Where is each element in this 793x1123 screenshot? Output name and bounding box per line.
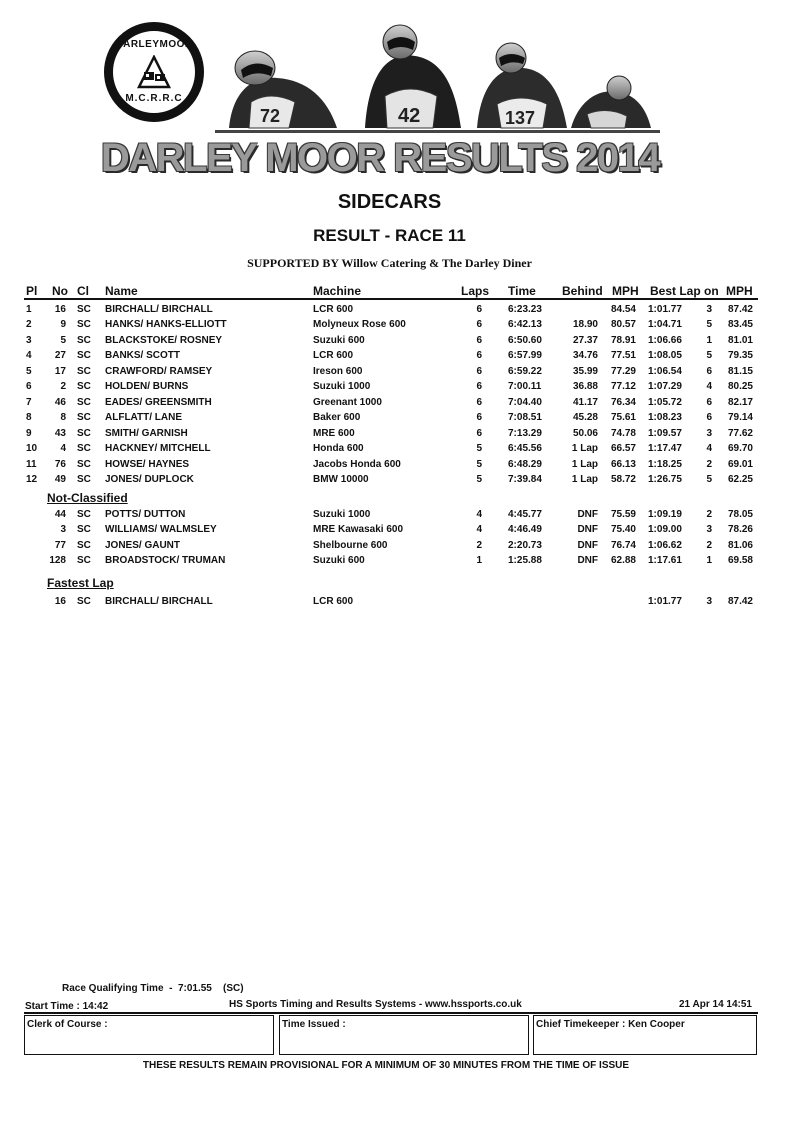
cell-laps: 6 <box>476 304 482 315</box>
cell-no: 5 <box>60 335 66 346</box>
not-classified-row <box>24 524 758 539</box>
table-row <box>24 397 758 412</box>
cell-on: 5 <box>706 474 712 485</box>
table-row <box>24 304 758 319</box>
cell-pl: 4 <box>26 350 32 361</box>
rider-number-42: 42 <box>398 105 421 127</box>
cell-laps: 6 <box>476 381 482 392</box>
cell-on: 6 <box>706 412 712 423</box>
col-header-no: No <box>52 284 68 298</box>
cell-name: WILLIAMS/ WALMSLEY <box>105 524 217 535</box>
cell-mph: 77.51 <box>610 350 636 361</box>
header-banner <box>100 18 660 183</box>
table-row <box>24 443 758 458</box>
cell-on: 2 <box>706 459 712 470</box>
sponsor-line: SUPPORTED BY Willow Catering & The Darley Diner <box>247 256 532 270</box>
rider-number-72: 72 <box>260 106 281 126</box>
cell-no: 128 <box>49 555 66 566</box>
not-classified-row <box>24 555 758 570</box>
cell-best-lap: 1:01.77 <box>648 596 682 607</box>
provisional-notice: THESE RESULTS REMAIN PROVISIONAL FOR A MINIMUM OF 30 MINUTES FROM THE TIME OF ISSUE <box>142 1060 630 1071</box>
cell-machine: Suzuki 600 <box>313 555 365 566</box>
cell-best-lap: 1:05.72 <box>648 397 682 408</box>
cell-laps: 6 <box>476 350 482 361</box>
cell-laps: 5 <box>476 459 482 470</box>
cell-laps: 4 <box>476 524 482 535</box>
cell-cl: SC <box>77 596 91 607</box>
cell-best-mph: 81.15 <box>727 366 753 377</box>
cell-cl: SC <box>77 366 91 377</box>
cell-pl: 5 <box>26 366 32 377</box>
chief-timekeeper-box <box>533 1015 757 1055</box>
cell-best-mph: 69.58 <box>727 555 753 566</box>
cell-pl: 9 <box>26 428 32 439</box>
cell-time: 7:13.29 <box>508 428 542 439</box>
cell-name: EADES/ GREENSMITH <box>105 397 212 408</box>
cell-cl: SC <box>77 350 91 361</box>
cell-behind: 18.90 <box>572 319 598 330</box>
cell-best-mph: 80.25 <box>727 381 753 392</box>
not-classified-heading: Not-Classified <box>47 491 128 505</box>
cell-behind: 36.88 <box>572 381 598 392</box>
cell-on: 2 <box>706 540 712 551</box>
clerk-of-course-box <box>24 1015 274 1055</box>
cell-machine: Suzuki 1000 <box>313 381 371 392</box>
table-row <box>24 335 758 350</box>
cell-cl: SC <box>77 443 91 454</box>
cell-best-mph: 69.70 <box>727 443 753 454</box>
cell-best-mph: 81.01 <box>727 335 753 346</box>
col-header-pl: Pl <box>26 284 38 298</box>
cell-time: 2:20.73 <box>508 540 542 551</box>
chief-timekeeper-label: Chief Timekeeper : Ken Cooper <box>536 1019 685 1030</box>
cell-behind: 1 Lap <box>571 474 598 485</box>
cell-pl: 7 <box>26 397 32 408</box>
cell-best-mph: 69.01 <box>727 459 753 470</box>
cell-no: 76 <box>54 459 66 470</box>
club-logo <box>104 22 204 122</box>
table-row <box>24 412 758 427</box>
cell-name: HOWSE/ HAYNES <box>105 459 190 470</box>
cell-machine: MRE Kawasaki 600 <box>313 524 404 535</box>
cell-mph: 66.57 <box>610 443 636 454</box>
cell-machine: Molyneux Rose 600 <box>313 319 406 330</box>
cell-machine: LCR 600 <box>313 596 354 607</box>
cell-cl: SC <box>77 428 91 439</box>
cell-cl: SC <box>77 381 91 392</box>
qualifying-time: Race Qualifying Time - 7:01.55 (SC) <box>62 983 244 994</box>
cell-cl: SC <box>77 540 91 551</box>
cell-no: 16 <box>54 596 66 607</box>
logo-bottom-text: M.C.R.R.C <box>125 93 183 104</box>
cell-mph: 66.13 <box>610 459 636 470</box>
cell-no: 3 <box>60 524 66 535</box>
cell-behind: 35.99 <box>572 366 598 377</box>
cell-time: 4:46.49 <box>508 524 542 535</box>
cell-cl: SC <box>77 319 91 330</box>
cell-best-lap: 1:04.71 <box>648 319 682 330</box>
fastest-lap-heading: Fastest Lap <box>47 576 114 590</box>
timing-system-credit: HS Sports Timing and Results Systems - www.hssports.co.uk <box>229 999 522 1010</box>
table-row <box>24 459 758 474</box>
cell-mph: 78.91 <box>610 335 636 346</box>
cell-pl: 2 <box>26 319 32 330</box>
time-issued-box <box>279 1015 529 1055</box>
col-header-on: on <box>704 284 719 298</box>
cell-laps: 6 <box>476 335 482 346</box>
cell-machine: Greenant 1000 <box>313 397 382 408</box>
cell-on: 1 <box>706 555 712 566</box>
not-classified-row <box>24 540 758 555</box>
cell-behind: DNF <box>577 555 598 566</box>
cell-mph: 75.40 <box>610 524 636 535</box>
cell-name: BANKS/ SCOTT <box>105 350 180 361</box>
cell-name: JONES/ DUPLOCK <box>105 474 194 485</box>
cell-best-mph: 81.06 <box>727 540 753 551</box>
cell-time: 6:59.22 <box>508 366 542 377</box>
clerk-of-course-label: Clerk of Course : <box>27 1019 108 1030</box>
cell-no: 49 <box>54 474 66 485</box>
cell-on: 2 <box>706 509 712 520</box>
cell-mph: 77.29 <box>610 366 636 377</box>
cell-pl: 8 <box>26 412 32 423</box>
time-issued-label: Time Issued : <box>282 1019 346 1030</box>
cell-behind: DNF <box>577 509 598 520</box>
cell-mph: 75.61 <box>610 412 636 423</box>
cell-best-lap: 1:06.66 <box>648 335 682 346</box>
cell-best-mph: 77.62 <box>727 428 753 439</box>
race-title: RESULT - RACE 11 <box>313 226 466 245</box>
cell-laps: 2 <box>476 540 482 551</box>
cell-no: 4 <box>60 443 66 454</box>
cell-time: 6:42.13 <box>508 319 542 330</box>
cell-best-mph: 79.14 <box>727 412 753 423</box>
table-row <box>24 474 758 489</box>
cell-mph: 74.78 <box>610 428 636 439</box>
footer-info-line <box>24 997 758 1014</box>
riders-illustration <box>215 18 660 133</box>
col-header-name: Name <box>105 284 138 298</box>
cell-name: BIRCHALL/ BIRCHALL <box>105 596 213 607</box>
cell-mph: 58.72 <box>610 474 636 485</box>
col-header-behind: Behind <box>562 284 603 298</box>
cell-machine: Honda 600 <box>313 443 364 454</box>
cell-machine: MRE 600 <box>313 428 355 439</box>
cell-mph: 80.57 <box>610 319 636 330</box>
cell-on: 1 <box>706 335 712 346</box>
cell-best-lap: 1:01.77 <box>648 304 682 315</box>
cell-best-mph: 83.45 <box>727 319 753 330</box>
cell-best-mph: 82.17 <box>727 397 753 408</box>
cell-behind: 27.37 <box>572 335 598 346</box>
cell-mph: 75.59 <box>610 509 636 520</box>
cell-cl: SC <box>77 412 91 423</box>
cell-name: SMITH/ GARNISH <box>105 428 188 439</box>
cell-time: 7:00.11 <box>508 381 542 392</box>
cell-laps: 5 <box>476 443 482 454</box>
cell-laps: 6 <box>476 319 482 330</box>
table-row <box>24 381 758 396</box>
cell-machine: Shelbourne 600 <box>313 540 388 551</box>
logo-top-text: DARLEYMOOR <box>115 39 193 50</box>
cell-cl: SC <box>77 459 91 470</box>
cell-name: HANKS/ HANKS-ELLIOTT <box>105 319 227 330</box>
cell-machine: BMW 10000 <box>313 474 369 485</box>
cell-pl: 1 <box>26 304 32 315</box>
cell-cl: SC <box>77 509 91 520</box>
not-classified-row <box>24 509 758 524</box>
cell-no: 46 <box>54 397 66 408</box>
cell-cl: SC <box>77 304 91 315</box>
cell-no: 27 <box>54 350 66 361</box>
cell-machine: Suzuki 1000 <box>313 509 371 520</box>
table-row <box>24 366 758 381</box>
cell-best-mph: 87.42 <box>727 304 753 315</box>
cell-cl: SC <box>77 397 91 408</box>
cell-no: 2 <box>60 381 66 392</box>
cell-on: 3 <box>706 596 712 607</box>
cell-cl: SC <box>77 555 91 566</box>
cell-laps: 4 <box>476 509 482 520</box>
cell-laps: 1 <box>476 555 482 566</box>
cell-on: 3 <box>706 524 712 535</box>
cell-pl: 11 <box>26 459 37 470</box>
col-header-best-lap: Best Lap <box>650 284 701 298</box>
cell-name: BLACKSTOKE/ ROSNEY <box>105 335 223 346</box>
cell-laps: 5 <box>476 474 482 485</box>
cell-best-mph: 62.25 <box>727 474 753 485</box>
cell-best-lap: 1:07.29 <box>648 381 682 392</box>
cell-behind: 1 Lap <box>571 459 598 470</box>
cell-on: 3 <box>706 304 712 315</box>
chequered-flags-icon <box>135 55 173 89</box>
cell-name: BIRCHALL/ BIRCHALL <box>105 304 213 315</box>
cell-best-lap: 1:08.05 <box>648 350 682 361</box>
cell-cl: SC <box>77 524 91 535</box>
cell-mph: 84.54 <box>610 304 636 315</box>
cell-time: 7:04.40 <box>508 397 542 408</box>
cell-no: 9 <box>60 319 66 330</box>
cell-on: 6 <box>706 397 712 408</box>
cell-cl: SC <box>77 474 91 485</box>
start-time: Start Time : 14:42 <box>25 1001 109 1012</box>
cell-laps: 6 <box>476 412 482 423</box>
cell-mph: 76.74 <box>610 540 636 551</box>
fastest-lap-row <box>24 596 758 611</box>
cell-best-lap: 1:17.47 <box>648 443 682 454</box>
cell-time: 6:45.56 <box>508 443 542 454</box>
cell-time: 6:50.60 <box>508 335 542 346</box>
cell-no: 17 <box>54 366 66 377</box>
col-header-best-mph: MPH <box>726 284 753 298</box>
issue-date: 21 Apr 14 14:51 <box>678 999 752 1010</box>
cell-name: POTTS/ DUTTON <box>105 509 186 520</box>
cell-on: 4 <box>706 381 712 392</box>
cell-name: HACKNEY/ MITCHELL <box>105 443 211 454</box>
cell-no: 43 <box>54 428 66 439</box>
cell-behind: 45.28 <box>572 412 598 423</box>
col-header-mph: MPH <box>612 284 639 298</box>
cell-pl: 10 <box>26 443 38 454</box>
cell-best-lap: 1:06.54 <box>648 366 682 377</box>
cell-mph: 62.88 <box>610 555 636 566</box>
cell-name: HOLDEN/ BURNS <box>105 381 189 392</box>
col-header-laps: Laps <box>461 284 490 298</box>
cell-behind: DNF <box>577 524 598 535</box>
cell-on: 5 <box>706 319 712 330</box>
col-header-cl: Cl <box>77 284 89 298</box>
cell-no: 77 <box>54 540 66 551</box>
cell-on: 3 <box>706 428 712 439</box>
cell-best-lap: 1:18.25 <box>648 459 682 470</box>
results-table-header <box>24 283 758 300</box>
cell-best-mph: 78.26 <box>727 524 753 535</box>
cell-behind: 34.76 <box>572 350 598 361</box>
cell-pl: 12 <box>26 474 38 485</box>
cell-time: 6:48.29 <box>508 459 542 470</box>
cell-laps: 6 <box>476 428 482 439</box>
cell-no: 8 <box>60 412 66 423</box>
cell-mph: 77.12 <box>610 381 636 392</box>
cell-no: 16 <box>54 304 66 315</box>
cell-mph: 76.34 <box>610 397 636 408</box>
cell-best-lap: 1:09.00 <box>648 524 682 535</box>
col-header-time: Time <box>508 284 536 298</box>
cell-name: BROADSTOCK/ TRUMAN <box>105 555 226 566</box>
cell-cl: SC <box>77 335 91 346</box>
cell-machine: Ireson 600 <box>313 366 363 377</box>
cell-best-lap: 1:06.62 <box>648 540 682 551</box>
cell-pl: 3 <box>26 335 32 346</box>
banner-title: DARLEY MOOR RESULTS 2014 <box>100 136 660 180</box>
cell-behind: 41.17 <box>572 397 598 408</box>
cell-time: 4:45.77 <box>508 509 542 520</box>
cell-best-lap: 1:26.75 <box>648 474 682 485</box>
table-row <box>24 319 758 334</box>
cell-best-lap: 1:09.19 <box>648 509 682 520</box>
cell-laps: 6 <box>476 366 482 377</box>
table-row <box>24 350 758 365</box>
cell-time: 1:25.88 <box>508 555 542 566</box>
cell-time: 7:08.51 <box>508 412 542 423</box>
cell-machine: Suzuki 600 <box>313 335 365 346</box>
table-row <box>24 428 758 443</box>
cell-best-mph: 79.35 <box>727 350 753 361</box>
rider-number-137: 137 <box>505 108 536 128</box>
cell-time: 6:23.23 <box>508 304 542 315</box>
cell-time: 6:57.99 <box>508 350 542 361</box>
cell-name: CRAWFORD/ RAMSEY <box>105 366 213 377</box>
cell-laps: 6 <box>476 397 482 408</box>
cell-behind: 50.06 <box>572 428 598 439</box>
cell-no: 44 <box>54 509 66 520</box>
cell-on: 5 <box>706 350 712 361</box>
cell-machine: LCR 600 <box>313 304 354 315</box>
cell-on: 4 <box>706 443 712 454</box>
cell-behind: 1 Lap <box>571 443 598 454</box>
cell-pl: 6 <box>26 381 32 392</box>
cell-name: ALFLATT/ LANE <box>105 412 183 423</box>
cell-time: 7:39.84 <box>508 474 542 485</box>
cell-machine: LCR 600 <box>313 350 354 361</box>
cell-best-lap: 1:09.57 <box>648 428 682 439</box>
cell-best-mph: 87.42 <box>727 596 753 607</box>
col-header-machine: Machine <box>313 284 362 298</box>
cell-name: JONES/ GAUNT <box>105 540 181 551</box>
cell-best-mph: 78.05 <box>727 509 753 520</box>
cell-best-lap: 1:08.23 <box>648 412 682 423</box>
cell-on: 6 <box>706 366 712 377</box>
cell-machine: Jacobs Honda 600 <box>313 459 401 470</box>
cell-best-lap: 1:17.61 <box>648 555 682 566</box>
cell-behind: DNF <box>577 540 598 551</box>
class-title: SIDECARS <box>337 191 442 213</box>
cell-machine: Baker 600 <box>313 412 361 423</box>
